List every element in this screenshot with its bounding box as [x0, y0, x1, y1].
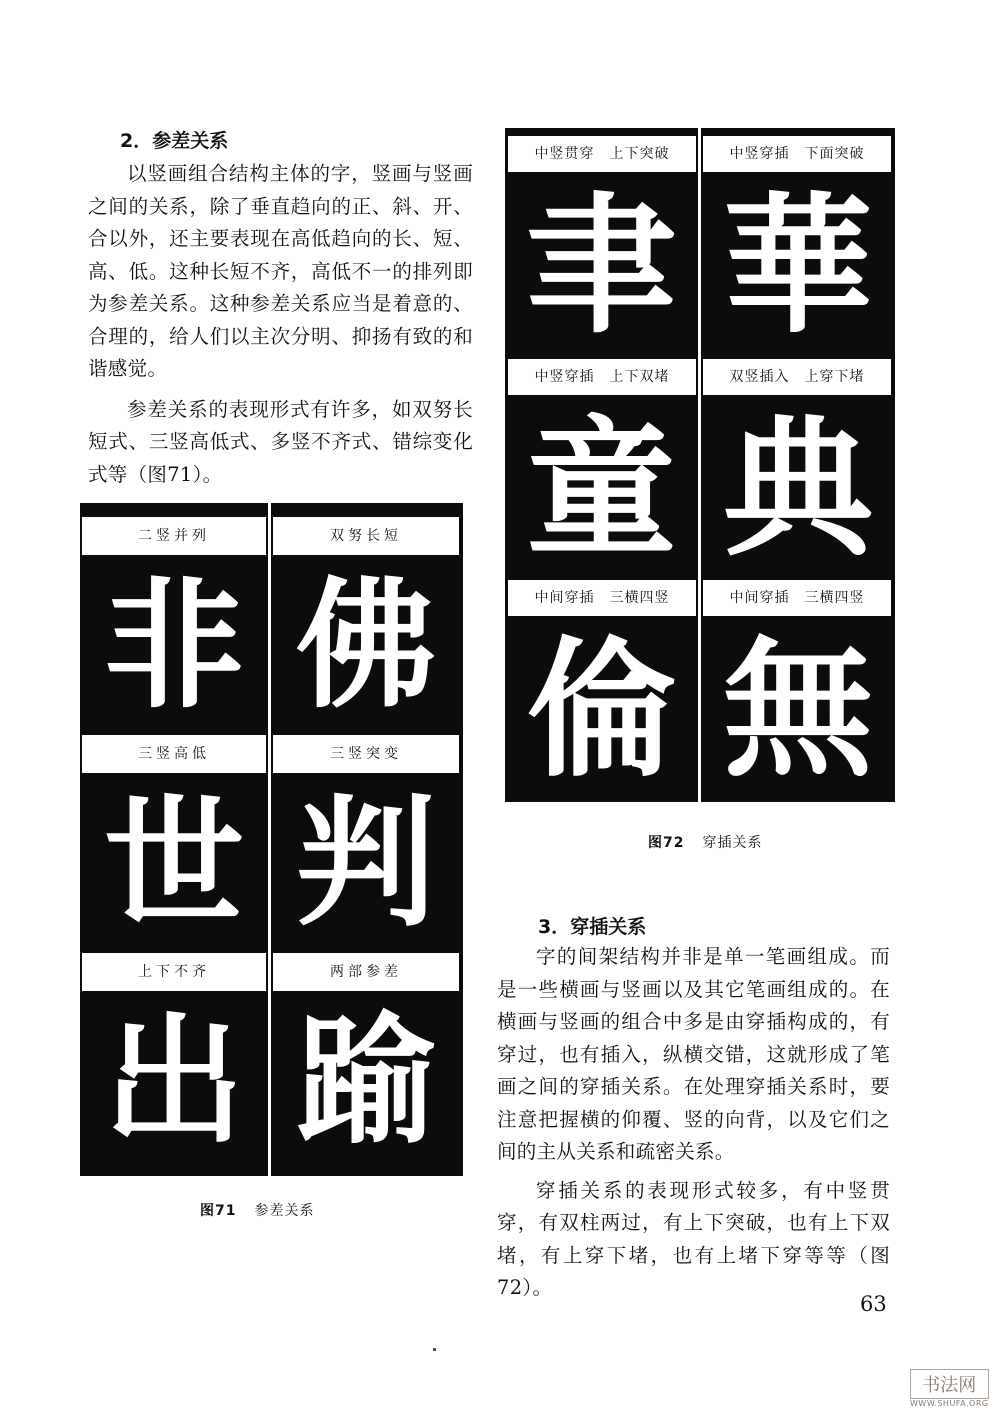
calligraphy-char: 判 [295, 782, 436, 946]
figure-label: 三竖突变 [273, 733, 459, 773]
section-3-body [497, 941, 890, 1305]
scan-dot [433, 1348, 436, 1351]
figure-72-caption [648, 832, 762, 852]
section-3-heading: 3．穿插关系 [538, 916, 647, 938]
figure-label: 中间穿插 三横四竖 [703, 578, 891, 616]
figure-label: 双竖插入 上穿下堵 [703, 357, 891, 395]
figure-label: 两部参差 [273, 951, 459, 991]
calligraphy-char: 無 [722, 622, 873, 798]
calligraphy-char: 非 [103, 564, 244, 728]
calligraphy-char: 倫 [526, 622, 677, 798]
section-2-body [88, 158, 473, 491]
calligraphy-char: 華 [722, 178, 873, 354]
figure-71 [80, 503, 463, 1176]
figure-number: 图72 [648, 835, 685, 851]
figure-label: 上下不齐 [82, 951, 266, 991]
calligraphy-char: 典 [722, 401, 873, 577]
figure-label: 中竖穿插 上下双堵 [508, 357, 696, 395]
watermark [910, 1369, 989, 1408]
figure-71-caption [200, 1200, 314, 1220]
figure-label: 中竖穿插 下面突破 [703, 134, 891, 172]
watermark-logo: 书法网 [910, 1369, 989, 1399]
figure-label: 三竖高低 [82, 733, 266, 773]
paragraph: 参差关系的表现形式有许多，如双努长短式、三竖高低式、多竖不齐式、错综变化式等（图71）。 [88, 397, 473, 486]
section-2-heading: 2．参差关系 [120, 130, 229, 152]
paragraph: 穿插关系的表现形式较多，有中竖贯穿，有双柱两过，有上下突破，也有上下双堵，有上穿下堵，也有上堵下穿等等（图72）。 [497, 1178, 890, 1299]
figure-label: 中竖贯穿 上下突破 [508, 134, 696, 172]
calligraphy-char: 出 [103, 1000, 244, 1164]
figure-label: 二竖并列 [82, 515, 266, 555]
figure-number: 图71 [200, 1203, 237, 1219]
figure-title: 穿插关系 [702, 835, 763, 851]
calligraphy-char: 聿 [526, 178, 677, 354]
figure-label: 双努长短 [273, 515, 459, 555]
page-number: 63 [860, 1292, 887, 1316]
watermark-url: WWW.SHUFA.ORG [910, 1399, 989, 1408]
calligraphy-char: 童 [526, 401, 677, 577]
figure-title: 参差关系 [254, 1203, 315, 1219]
figure-72 [505, 128, 895, 802]
calligraphy-char: 世 [103, 782, 244, 946]
figure-label: 中间穿插 三横四竖 [508, 578, 696, 616]
calligraphy-char: 佛 [295, 564, 436, 728]
calligraphy-char: 踰 [295, 1000, 436, 1164]
paragraph: 以竖画组合结构主体的字，竖画与竖画之间的关系，除了垂直趋向的正、斜、开、合以外，还主要表现在高低趋向的长、短、高、低。这种长短不齐，高低不一的排列即为参差关系。这种参差关系应当是着意的、合理的，给人们以主次分明、抑扬有致的和谐感觉。 [88, 162, 473, 380]
paragraph: 字的间架结构并非是单一笔画组成。而是一些横画与竖画以及其它笔画组成的。在横画与竖画的组合中多是由穿插构成的，有穿过，也有插入，纵横交错，这就形成了笔画之间的穿插关系。在处理穿插关系时，要注意把握横的仰覆、竖的向背，以及它们之间的主从关系和疏密关系。 [497, 945, 890, 1163]
